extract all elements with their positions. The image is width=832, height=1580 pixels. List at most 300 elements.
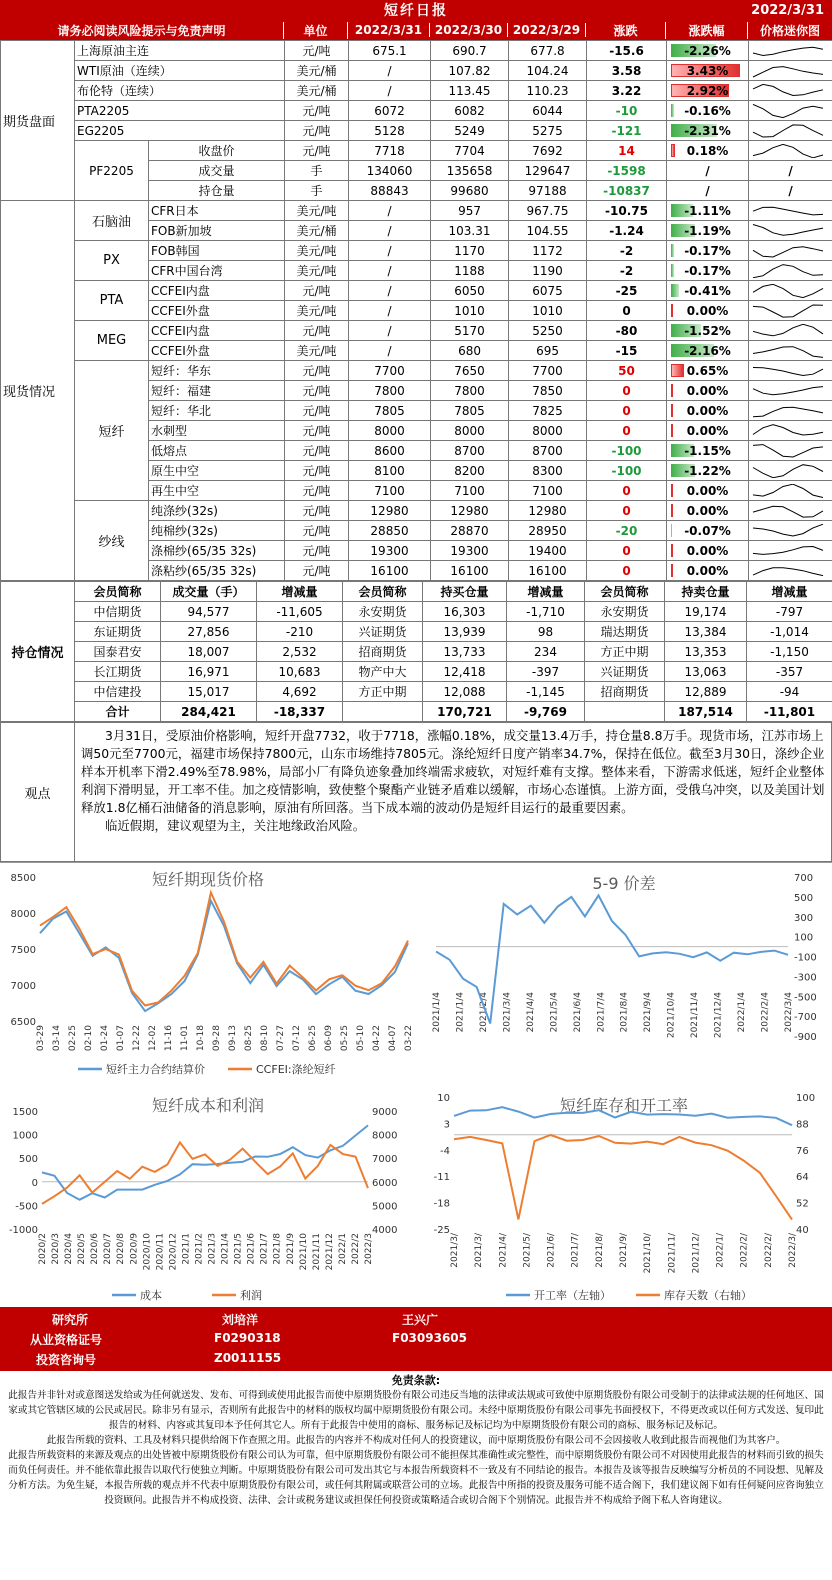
change-cell: 0 — [587, 501, 667, 521]
value-cell: / — [349, 301, 431, 321]
mini-chart-cell — [749, 561, 832, 581]
pct-value: -2.16% — [684, 343, 731, 358]
change-cell: -15 — [587, 341, 667, 361]
positions-cell: 94,577 — [161, 602, 257, 622]
pct-bar — [671, 304, 673, 317]
unit-cell: 元/吨 — [285, 361, 349, 381]
row-name: 涤棉纱(65/35 32s) — [149, 541, 285, 561]
x-tick-label: 05-10 — [356, 1025, 366, 1052]
value-cell: 8000 — [509, 421, 587, 441]
x-tick-label: 08-25 — [244, 1025, 254, 1052]
mini-chart-cell — [749, 141, 832, 161]
positions-header: 会员简称 — [585, 582, 665, 602]
positions-header: 会员简称 — [75, 582, 161, 602]
positions-total: 187,514 — [665, 702, 747, 722]
x-tick-label: 09-13 — [228, 1025, 238, 1052]
pct-bar — [671, 244, 674, 257]
sparkline — [751, 464, 829, 478]
unit-cell: 美元/吨 — [285, 241, 349, 261]
x-tick-label: 2021/11/ — [667, 1233, 678, 1274]
mini-chart-cell — [749, 201, 832, 221]
sparkline — [751, 324, 829, 338]
value-cell: 8700 — [431, 441, 509, 461]
pct-cell — [667, 61, 749, 81]
value-cell: 104.55 — [509, 221, 587, 241]
pct-cell — [667, 301, 749, 321]
change-cell: 3.58 — [587, 61, 667, 81]
x-tick-label: 2020/5 — [77, 1233, 88, 1265]
positions-cell: 10,683 — [257, 662, 343, 682]
value-cell: 8600 — [349, 441, 431, 461]
x-tick-label: 2020/11 — [155, 1233, 166, 1271]
x-tick-label: 2020/2 — [38, 1233, 48, 1265]
sparkline — [751, 64, 829, 78]
staff-cert1: F0290318 — [214, 1331, 281, 1345]
value-cell: 1188 — [431, 261, 509, 281]
series-line — [40, 901, 408, 1011]
x-tick-label: 2020/4 — [64, 1233, 75, 1265]
x-tick-label: 2021/12/ — [691, 1233, 702, 1274]
view-section — [0, 722, 832, 862]
value-cell: 19400 — [509, 541, 587, 561]
chart-title: 5-9 价差 — [592, 874, 656, 893]
change-cell: 0 — [587, 401, 667, 421]
positions-cell: 方正中期 — [585, 642, 665, 662]
x-tick-label: 03-29 — [36, 1025, 46, 1052]
y-tick-label: 700 — [794, 873, 814, 884]
positions-total — [343, 702, 423, 722]
pct-cell — [667, 41, 749, 61]
sparkline — [751, 204, 829, 218]
group-spot: 现货情况 — [1, 201, 75, 581]
value-cell: 7800 — [431, 381, 509, 401]
positions-header: 持买仓量 — [423, 582, 507, 602]
mini-cell: / — [749, 181, 832, 201]
change-cell: 0 — [587, 541, 667, 561]
view-text — [75, 723, 831, 861]
x-tick-label: 02-10 — [84, 1025, 94, 1052]
col-date3: 2022/3/29 — [508, 23, 586, 37]
x-tick-label: 06-25 — [308, 1025, 318, 1052]
sparkline — [751, 304, 829, 318]
row-name: CCFEI外盘 — [149, 301, 285, 321]
x-tick-label: 2021/7/4 — [596, 992, 607, 1033]
positions-cell: 15,017 — [161, 682, 257, 702]
change-cell: -100 — [587, 441, 667, 461]
x-tick-label: 2021/10/4 — [666, 992, 677, 1039]
x-tick-label: 12-02 — [148, 1025, 158, 1052]
pct-value: -1.52% — [684, 323, 731, 338]
pct-bar — [671, 544, 673, 557]
mini-chart-cell — [749, 421, 832, 441]
col-date2: 2022/3/30 — [430, 23, 508, 37]
row-name: 上海原油主连 — [75, 41, 285, 61]
x-tick-label: 2020/6 — [90, 1233, 101, 1265]
row-name: PTA2205 — [75, 101, 285, 121]
value-cell: / — [349, 61, 431, 81]
pct-value: 0.00% — [686, 403, 729, 418]
value-cell: 5250 — [509, 321, 587, 341]
chart-spread — [416, 863, 832, 1081]
change-cell: -15.6 — [587, 41, 667, 61]
pct-cell — [667, 141, 749, 161]
x-tick-label: 2020/3 — [51, 1233, 62, 1265]
disclaimer-p1: 此报告并非针对或意图送发给或为任何就送发、发布、可得到或使用此报告而使中原期货股份有限公司违反当地的法律或法规或可致使中原期货股份有限公司受制于的法律或法规的任何地区、国家或其它管辖区域的公民或居民。除非另有显示，否则所有此报告中的材料的版权均属中原期货股份有限公司。未经中原期货股份有限公司事先书面授权下，不得更改或以任何方式发送、复印此报告的材料、内容或其复印本予任何其它人。所有于此报告中使用的商标、服务标记及标记均为中原期货股份有限公司的商标、服务标记及标记。 — [8, 1390, 824, 1431]
x-tick-label: 2022/2 — [350, 1233, 361, 1265]
staff-consult-label: 投资咨询号 — [36, 1353, 97, 1367]
positions-cell: 4,692 — [257, 682, 343, 702]
unit-cell: 元/吨 — [285, 141, 349, 161]
unit-cell: 美元/桶 — [285, 221, 349, 241]
x-tick-label: 2021/2 — [194, 1233, 205, 1265]
value-cell: / — [349, 261, 431, 281]
positions-cell: 12,889 — [665, 682, 747, 702]
x-tick-label: 2021/10 — [298, 1233, 309, 1271]
col-unit: 单位 — [284, 22, 348, 39]
positions-cell: 瑞达期货 — [585, 622, 665, 642]
value-cell: 7805 — [431, 401, 509, 421]
value-cell: 7650 — [431, 361, 509, 381]
y-tick-label: 500 — [18, 1154, 38, 1166]
mini-chart-cell — [749, 301, 832, 321]
risk-notice[interactable]: 请务必阅读风险提示与免责声明 — [0, 22, 284, 39]
change-cell: -25 — [587, 281, 667, 301]
x-tick-label: 07-12 — [292, 1025, 302, 1052]
row-name: 原生中空 — [149, 461, 285, 481]
pct-cell — [667, 81, 749, 101]
value-cell: / — [349, 81, 431, 101]
value-cell: 28850 — [349, 521, 431, 541]
pct-cell — [667, 401, 749, 421]
x-tick-label: 01-07 — [116, 1025, 126, 1052]
x-tick-label: 2021/5 — [233, 1233, 244, 1265]
x-tick-label: 2022/2/ — [763, 1233, 774, 1268]
pct-value: -2.26% — [684, 43, 731, 58]
value-cell: / — [349, 281, 431, 301]
positions-cell: 16,971 — [161, 662, 257, 682]
positions-cell: -11,605 — [257, 602, 343, 622]
value-cell: 12980 — [349, 501, 431, 521]
x-tick-label: 02-25 — [68, 1025, 78, 1052]
mini-chart-cell — [749, 241, 832, 261]
y-tick-label: 7000 — [10, 981, 36, 992]
subgroup: 石脑油 — [75, 201, 149, 241]
pct-value: -0.16% — [684, 103, 731, 118]
change-cell: 0 — [587, 301, 667, 321]
unit-cell: 手 — [285, 181, 349, 201]
positions-cell: -1,710 — [507, 602, 585, 622]
value-cell: 5249 — [431, 121, 509, 141]
positions-total: -18,337 — [257, 702, 343, 722]
y-tick-label: -11 — [433, 1172, 450, 1184]
positions-cell: -357 — [747, 662, 832, 682]
x-tick-label: 2021/9/4 — [643, 992, 654, 1033]
unit-cell: 元/吨 — [285, 41, 349, 61]
positions-total: 170,721 — [423, 702, 507, 722]
pct-cell — [667, 541, 749, 561]
value-cell: 690.7 — [431, 41, 509, 61]
pct-value: -1.11% — [684, 203, 731, 218]
value-cell: 19300 — [349, 541, 431, 561]
x-tick-label: 2022/1 — [337, 1233, 348, 1265]
positions-cell: -1,014 — [747, 622, 832, 642]
value-cell: 7805 — [349, 401, 431, 421]
value-cell: 1170 — [431, 241, 509, 261]
positions-cell: 招商期货 — [343, 642, 423, 662]
report-date: 2022/3/31 — [751, 2, 824, 18]
y-tick-label: -18 — [433, 1198, 450, 1210]
positions-cell: 永安期货 — [585, 602, 665, 622]
pct-value: -0.17% — [684, 243, 731, 258]
x-tick-label: 2020/8 — [116, 1233, 127, 1265]
pct-value: 0.00% — [686, 563, 729, 578]
x-tick-label: 2021/3 — [207, 1233, 218, 1265]
title-bar — [0, 0, 832, 20]
mini-chart-cell — [749, 441, 832, 461]
value-cell: 7718 — [349, 141, 431, 161]
value-cell: 6075 — [509, 281, 587, 301]
sparkline — [751, 404, 829, 418]
value-cell: 134060 — [349, 161, 431, 181]
row-name: 持仓量 — [149, 181, 285, 201]
pct-value: 3.43% — [686, 63, 729, 78]
unit-cell: 元/吨 — [285, 441, 349, 461]
col-date1: 2022/3/31 — [348, 23, 430, 37]
pct-cell — [667, 101, 749, 121]
unit-cell: 元/吨 — [285, 321, 349, 341]
value-cell: 135658 — [431, 161, 509, 181]
staff-bar — [0, 1307, 832, 1371]
positions-cell: -1,145 — [507, 682, 585, 702]
value-cell: / — [349, 241, 431, 261]
row-name: 水刺型 — [149, 421, 285, 441]
x-tick-label: 2021/10/ — [643, 1233, 654, 1274]
mini-chart-cell — [749, 361, 832, 381]
x-tick-label: 2021/12/4 — [713, 992, 724, 1039]
x-tick-label: 2021/8/ — [594, 1233, 605, 1268]
mini-chart-cell — [749, 541, 832, 561]
positions-cell: 13,353 — [665, 642, 747, 662]
x-tick-label: 06-09 — [324, 1025, 334, 1052]
y-tick-label: 6500 — [10, 1017, 36, 1028]
change-cell: -121 — [587, 121, 667, 141]
y-tick-label: -25 — [433, 1225, 450, 1236]
x-tick-label: 2021/1/4 — [455, 992, 466, 1033]
view-paragraph-2: 临近假期，建议观望为主，关注地缘政治风险。 — [105, 818, 366, 833]
pct-value: -1.22% — [684, 463, 731, 478]
positions-header: 成交量（手） — [161, 582, 257, 602]
change-cell: -10 — [587, 101, 667, 121]
value-cell: 680 — [431, 341, 509, 361]
unit-cell: 元/吨 — [285, 401, 349, 421]
sparkline — [751, 244, 829, 258]
pct-value: -0.41% — [684, 283, 731, 298]
mini-chart-cell — [749, 101, 832, 121]
row-name: 纯棉纱(32s) — [149, 521, 285, 541]
x-tick-label: 2020/7 — [103, 1233, 114, 1265]
x-tick-label: 07-27 — [276, 1025, 286, 1052]
pct-bar — [671, 144, 675, 157]
unit-cell: 美元/桶 — [285, 61, 349, 81]
x-tick-label: 2021/12 — [324, 1233, 335, 1271]
view-paragraph-1: 3月31日，受原油价格影响，短纤开盘7732，收于7718，涨幅0.18%，成交量13.4万手，持仓量8.8万手。现货市场，江苏市场上调50元至7700元，福建市场保持7800元，山东市场维持7805元。涤纶短纤日度产销率34.7%，保持在低位。截至3月30日，涤纱企业样本开机率下滑2.49%至78.98%，局部小厂有降负迹象叠加终端需求疲软，对短纤难有支撑。整体来看，下游需求低迷，短纤企业整体利润下滑明显，开工率不佳。加之疫情影响，致使整个聚酯产业链矛盾难以缓解，市场心态谨慎。上游方面，受俄乌冲突，以及美国计划释放1.8亿桶石油储备的消息影响，原油有所回落。当下成本端的波动仍是短纤目运行的最重要因素。 — [81, 728, 825, 815]
positions-cell: 13,384 — [665, 622, 747, 642]
x-tick-label: 2021/8/4 — [619, 992, 630, 1033]
positions-cell: 2,532 — [257, 642, 343, 662]
pct-value: 0.65% — [686, 363, 729, 378]
x-tick-label: 2022/1/4 — [737, 992, 748, 1033]
positions-header: 持卖仓量 — [665, 582, 747, 602]
column-header — [0, 20, 832, 40]
value-cell: 8000 — [349, 421, 431, 441]
unit-cell: 元/吨 — [285, 541, 349, 561]
pct-bar — [671, 384, 673, 397]
x-tick-label: 2021/11/4 — [690, 992, 701, 1039]
change-cell: -20 — [587, 521, 667, 541]
x-tick-label: 2021/3/ — [450, 1233, 460, 1268]
x-tick-label: 2021/9 — [285, 1233, 296, 1265]
value-cell: 107.82 — [431, 61, 509, 81]
sparkline — [751, 444, 829, 458]
value-cell: 7692 — [509, 141, 587, 161]
positions-cell: 13,733 — [423, 642, 507, 662]
value-cell: 1010 — [509, 301, 587, 321]
pct-cell — [667, 441, 749, 461]
value-cell: 7700 — [509, 361, 587, 381]
change-cell: 50 — [587, 361, 667, 381]
pct-value: -2.31% — [684, 123, 731, 138]
pct-bar — [671, 264, 674, 277]
pct-cell — [667, 221, 749, 241]
pct-bar — [671, 104, 674, 117]
value-cell: 19300 — [431, 541, 509, 561]
x-tick-label: 2021/7/ — [570, 1233, 581, 1268]
change-cell: -10837 — [587, 181, 667, 201]
x-tick-label: 2021/8 — [272, 1233, 283, 1265]
value-cell: 12980 — [509, 501, 587, 521]
mini-chart-cell — [749, 61, 832, 81]
value-cell: 5128 — [349, 121, 431, 141]
value-cell: 7100 — [509, 481, 587, 501]
positions-total: 284,421 — [161, 702, 257, 722]
value-cell: 7700 — [349, 361, 431, 381]
x-tick-label: 2022/3/ — [788, 1233, 798, 1268]
unit-cell: 元/吨 — [285, 561, 349, 581]
subgroup: MEG — [75, 321, 149, 361]
x-tick-label: 2021/5/4 — [549, 992, 560, 1033]
y2-tick-label: 6000 — [372, 1177, 398, 1189]
pct-value: 0.00% — [686, 423, 729, 438]
value-cell: 5275 — [509, 121, 587, 141]
unit-cell: 美元/桶 — [285, 81, 349, 101]
positions-cell: 98 — [507, 622, 585, 642]
positions-total: -11,801 — [747, 702, 832, 722]
x-tick-label: 2021/4 — [220, 1233, 231, 1265]
value-cell: 8100 — [349, 461, 431, 481]
change-cell: -10.75 — [587, 201, 667, 221]
y2-tick-label: 4000 — [372, 1225, 398, 1236]
pct-cell — [667, 361, 749, 381]
mini-chart-cell — [749, 81, 832, 101]
row-name: CCFEI内盘 — [149, 281, 285, 301]
sparkline — [751, 224, 829, 238]
y2-tick-label: 88 — [796, 1119, 809, 1131]
sparkline — [751, 284, 829, 298]
value-cell: 677.8 — [509, 41, 587, 61]
unit-cell: 美元/吨 — [285, 301, 349, 321]
y-tick-label: 8500 — [10, 873, 36, 884]
disclaimer-p3: 此报告所载资料的来源及观点的出处皆被中原期货股份有限公司认为可靠，但中原期货股份有限公司不能担保其准确性或完整性，而中原期货股份有限公司不对因使用此报告的材料而引致的损失而负任何责任。并不能依靠此报告以取代行使独立判断。中原期货股份有限公司可发出其它与本报告所载资料不一致及有不同结论的报告。本报告及该等报告反映编写分析员的不同设想、见解及分析方法。为免生疑，本报告所载的观点并不代表中原期货股份有限公司，或任何其附属或联营公司的立场。此报告中所指的投资及服务可能不适合阁下，我们建议阁下如有任何疑问应咨询独立投资顾问。此报告并不构成投资、法律、会计或税务建议或担保任何投资或策略适合或切合阁下个别情况。此报告并不构成给予阁下私人咨询建议。 — [8, 1450, 824, 1506]
pct-cell — [667, 261, 749, 281]
x-tick-label: 2021/3/ — [474, 1233, 485, 1268]
subgroup: PTA — [75, 281, 149, 321]
value-cell: 104.24 — [509, 61, 587, 81]
row-name: CCFEI内盘 — [149, 321, 285, 341]
value-cell: 6050 — [431, 281, 509, 301]
positions-cell: 东证期货 — [75, 622, 161, 642]
y2-tick-label: 40 — [796, 1225, 809, 1236]
value-cell: 5170 — [431, 321, 509, 341]
unit-cell: 元/吨 — [285, 281, 349, 301]
value-cell: 7825 — [509, 401, 587, 421]
pct-bar — [671, 564, 673, 577]
subgroup: 短纤 — [75, 361, 149, 501]
value-cell: / — [349, 341, 431, 361]
legend-label: 成本 — [140, 1289, 162, 1302]
x-tick-label: 2022/3/4 — [784, 992, 794, 1033]
sparkline — [751, 144, 829, 158]
subgroup: PX — [75, 241, 149, 281]
legend-label: 利润 — [240, 1289, 262, 1302]
row-name: CCFEI外盘 — [149, 341, 285, 361]
pct-cell — [667, 281, 749, 301]
x-tick-label: 2020/10 — [142, 1233, 153, 1271]
pct-cell — [667, 121, 749, 141]
x-tick-label: 2021/5/ — [522, 1233, 533, 1268]
unit-cell: 元/吨 — [285, 521, 349, 541]
positions-cell: 12,088 — [423, 682, 507, 702]
unit-cell: 美元/吨 — [285, 341, 349, 361]
pct-value: 0.00% — [686, 503, 729, 518]
positions-label: 持仓情况 — [1, 582, 75, 722]
unit-cell: 手 — [285, 161, 349, 181]
staff-cert-label: 从业资格证号 — [30, 1333, 103, 1347]
sparkline — [751, 524, 829, 538]
x-tick-label: 2022/1/ — [715, 1233, 726, 1268]
value-cell: 99680 — [431, 181, 509, 201]
sparkline — [751, 84, 829, 98]
unit-cell: 美元/吨 — [285, 261, 349, 281]
mini-chart-cell — [749, 321, 832, 341]
pct-value: -1.19% — [684, 223, 731, 238]
y2-tick-label: 8000 — [372, 1130, 398, 1142]
x-tick-label: 2022/2/ — [739, 1233, 750, 1268]
x-tick-label: 04-07 — [388, 1025, 398, 1052]
value-cell: 6044 — [509, 101, 587, 121]
sparkline — [751, 544, 829, 558]
unit-cell: 元/吨 — [285, 421, 349, 441]
value-cell: 16100 — [431, 561, 509, 581]
positions-cell: 中信建投 — [75, 682, 161, 702]
pct-cell: / — [667, 161, 749, 181]
change-cell: -2 — [587, 261, 667, 281]
row-name: 低熔点 — [149, 441, 285, 461]
y-tick-label: 7500 — [10, 945, 36, 956]
positions-cell: 27,856 — [161, 622, 257, 642]
y-tick-label: -100 — [794, 952, 817, 964]
staff-analyst1: 刘培洋 — [222, 1313, 259, 1327]
value-cell: 967.75 — [509, 201, 587, 221]
